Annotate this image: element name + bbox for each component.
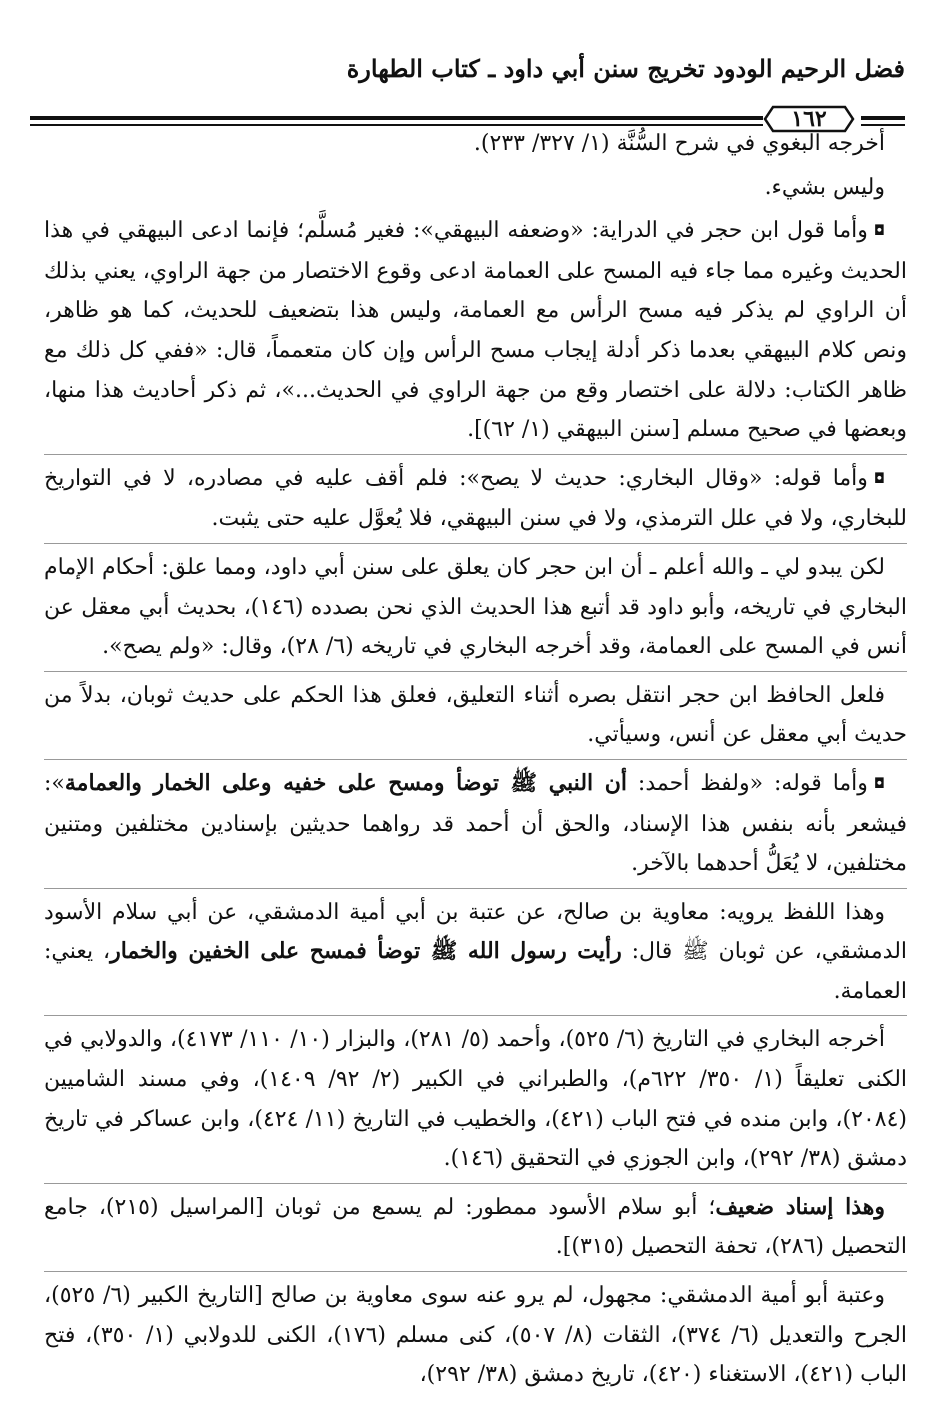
paragraph-tail: ؛ أبو سلام الأسود ممطور: لم يسمع من ثوبان [المراسيل (٢١٥)، جامع التحصيل (٢٨٦)، تحفة التحصيل (٣١٥)]. [44, 1194, 907, 1260]
paragraph-tail: »: فيشعر بأنه بنفس هذا الإسناد، والحق أن أحمد قد رواهما حديثين بإسنادين مختلفين ومتنين مختلفين، لا يُعَلُّ أحدهما بالآخر. [44, 770, 907, 877]
divider [44, 1271, 907, 1272]
divider [44, 671, 907, 672]
paragraph-tail: ، يعني: العمامة. [44, 939, 907, 1004]
paragraph [44, 211, 907, 450]
paragraph-text: وأما قوله: «وقال البخاري: حديث لا يصح»: فلم أقف عليه في مصادره، لا في التواريخ للبخاري، ولا في علل الترمذي، ولا في سنن البيهقي، فلا يُعوَّل عليه حتى يثبت. [44, 465, 907, 532]
page-header [30, 44, 905, 132]
divider [44, 888, 907, 889]
paragraph [44, 1020, 907, 1178]
paragraph-text: أخرجه البغوي في شرح السُّنَّة (١/ ٣٢٧/ ٢٣٣). [473, 131, 885, 156]
header-rule-right [861, 116, 905, 120]
bullet-icon: ◘ [873, 223, 885, 240]
divider [44, 454, 907, 455]
paragraph-text: وأما قول ابن حجر في الدراية: «وضعفه البيهقي»: فغير مُسلَّم؛ فإنما ادعى البيهقي في هذا الحديث وغيره مما جاء فيه المسح على العمامة ادعى وقوع الاختصار من جهة الراوي، يعني بذلك أن الراوي لم يذكر فيه مسح الرأس مع العمامة، وليس هذا بتضعيف للحديث، كما هو ظاهر، ونص كلام البيهقي بعدما ذكر أدلة إيجاب مسح الرأس وإن كان متعمماً، قال: «ففي كل ذلك مع ظاهر الكتاب: دلالة على اختصار وقع من جهة الراوي في الحديث...»، ثم ذكر أحاديث هذا منها، وبعضها في صحيح مسلم [سنن البيهقي (١/ ٦٢)]. [44, 218, 908, 443]
divider [44, 1183, 907, 1184]
bullet-icon: ◘ [873, 775, 885, 792]
divider [44, 1015, 907, 1016]
paragraph [44, 459, 907, 539]
body-text [44, 124, 907, 1399]
paragraph [44, 764, 907, 884]
paragraph [44, 124, 907, 164]
paragraph-lead: وهذا اللفظ يرويه: معاوية بن صالح، عن عتبة بن أبي أمية الدمشقي، عن أبي سلام الأسود الدمشقي، عن ثوبان ﷺ قال: [44, 899, 908, 965]
ruling-text: وهذا إسناد ضعيف [715, 1193, 885, 1220]
divider [44, 543, 907, 544]
paragraph-text: فلعل الحافظ ابن حجر انتقل بصره أثناء التعليق، فعلق هذا الحكم على حديث ثوبان، بدلاً من حديث أبي معقل عن أنس، وسيأتي. [44, 682, 907, 748]
paragraph [44, 1276, 907, 1395]
paragraph-text: وعتبة أبو أمية الدمشقي: مجهول، لم يرو عنه سوى معاوية بن صالح [التاريخ الكبير (٦/ ٥٢٥)، الجرح والتعديل (٦/ ٣٧٤)، الثقات (٨/ ٥٠٧)، كنى مسلم (١٧٦)، الكنى للدولابي (١/ ٣٥٠)، فتح الباب (٤٢١)، الاستغناء (٤٢٠)، تاريخ دمشق (٣٨/ ٢٩٢)، [44, 1283, 908, 1388]
paragraph [44, 548, 907, 667]
paragraph-lead: وأما قوله: «ولفظ أحمد: [627, 770, 868, 796]
page-number: ١٦٢ [791, 106, 827, 132]
hadith-text: رأيت رسول الله ﷺ توضأ فمسح على الخفين والخمار [110, 938, 622, 965]
running-title: فضل الرحيم الودود تخريج سنن أبي داود ـ كتاب الطهارة [346, 54, 905, 83]
paragraph [44, 893, 907, 1012]
paragraph [44, 676, 907, 755]
bullet-icon: ◘ [873, 470, 885, 487]
divider [44, 759, 907, 760]
paragraph-text: وليس بشيء. [764, 174, 885, 200]
paragraph [44, 1188, 907, 1267]
header-rule [30, 116, 763, 120]
paragraph [44, 168, 907, 208]
paragraph-text: لكن يبدو لي ـ والله أعلم ـ أن ابن حجر كان يعلق على سنن أبي داود، ومما علق: أحكام الإمام البخاري في تاريخه، وأبو داود قد أتبع هذا الحديث الذي نحن بصدده (١٤٦)، بحديث أبي معقل عن أنس في المسح على العمامة، وقد أخرجه البخاري في تاريخه (٦/ ٢٨)، وقال: «ولم يصح». [44, 554, 907, 660]
hadith-text: أن النبي ﷺ توضأ ومسح على خفيه وعلى الخمار والعمامة [64, 769, 627, 796]
paragraph-text: أخرجه البخاري في التاريخ (٦/ ٥٢٥)، وأحمد (٥/ ٢٨١)، والبزار (١٠/ ١١٠/ ٤١٧٣)، والدولابي في الكنى تعليقاً (١/ ٣٥٠/ ٦٢٢م)، والطبراني في الكبير (٢/ ٩٢/ ١٤٠٩)، وفي مسند الشاميين (٢٠٨٤)، وابن منده في فتح الباب (٤٢١)، والخطيب في التاريخ (١١/ ٤٢٤)، وابن عساكر في تاريخ دمشق (٣٨/ ٢٩٢)، وابن الجوزي في التحقيق (١٤٦). [44, 1027, 908, 1172]
